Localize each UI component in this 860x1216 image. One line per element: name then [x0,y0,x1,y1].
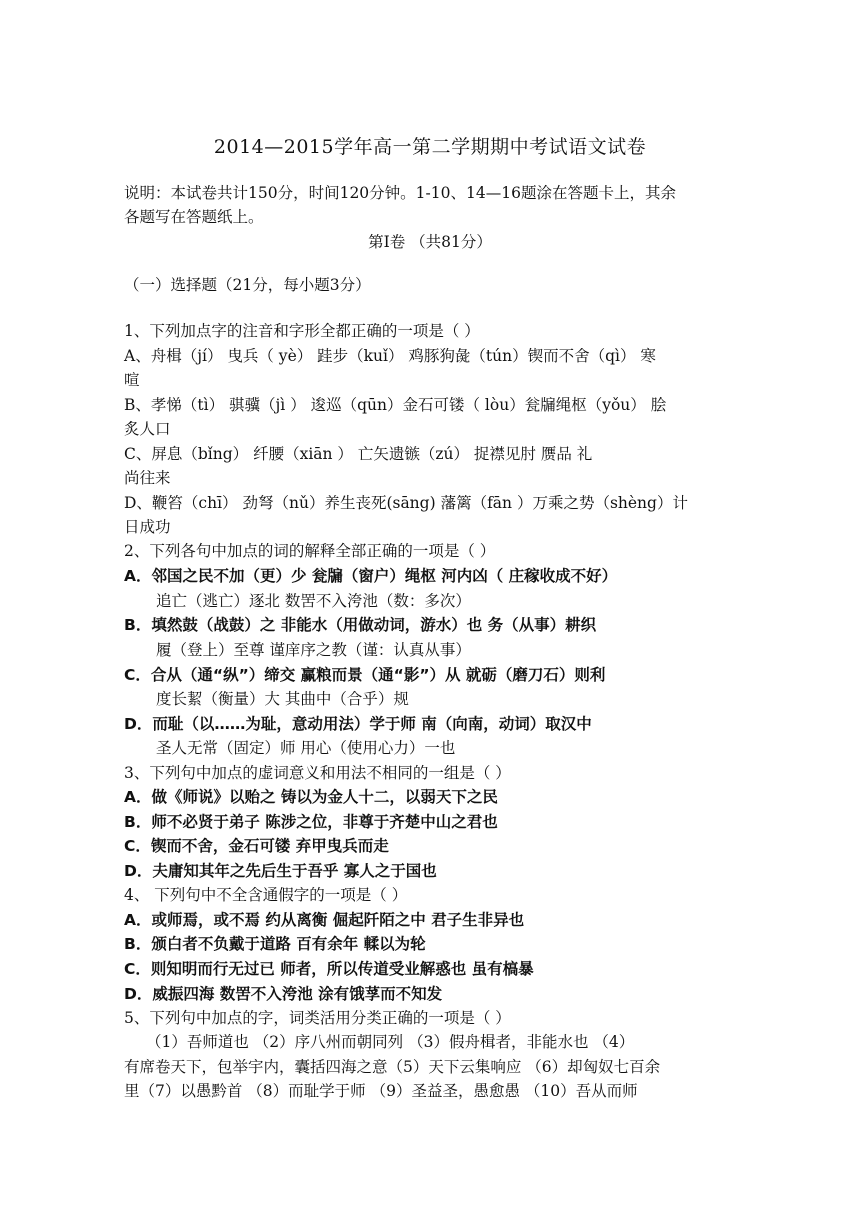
q5-line-3: 里（7）以愚黔首 （8）而耻学于师 （9）圣益圣，愚愈愚 （10）吾从而师 [124,1082,638,1100]
instructions-line-1: 说明：本试卷共计150分，时间120分钟。1-10、14—16题涂在答题卡上，其余 [124,184,676,202]
exam-title: 2014—2015学年高一第二学期期中考试语文试卷 [213,136,647,158]
q4-option-b: B．颁白者不负戴于道路 百有余年 輮以为轮 [124,935,426,953]
q3-stem: 3、下列句中加点的虚词意义和用法不相同的一组是（ ） [124,764,511,782]
q2-option-a-cont: 追亡（逃亡）逐北 数罟不入洿池（数：多次） [156,592,471,610]
q1-option-a-cont: 喧 [124,371,140,389]
q3-option-d: D．夫庸知其年之先后生于吾乎 寡人之于国也 [124,862,437,880]
q2-option-d-cont: 圣人无常（固定）师 用心（使用心力）一也 [156,739,456,757]
q5-line-2: 有席卷天下，包举宇内，囊括四海之意（5）天下云集响应 （6）却匈奴七百余 [124,1058,661,1076]
q4-stem: 4、 下列句中不全含通假字的一项是（ ） [124,886,408,904]
q1-option-b-cont: 炙人口 [124,420,171,438]
q2-stem: 2、下列各句中加点的词的解释全部正确的一项是（ ） [124,542,496,560]
q1-option-d-cont: 日成功 [124,518,171,536]
q1-option-b: B、孝悌（tì） 骐骥（jì ） 逡巡（qūn）金石可镂（ lòu）瓮牖绳枢（yǒu） 脍 [124,396,667,414]
q5-line-1: （1）吾师道也 （2）序八州而朝同列 （3）假舟楫者，非能水也 （4） [146,1033,635,1051]
section-header: （一）选择题（21分，每小题3分） [124,276,371,294]
q4-option-c: C．则知明而行无过已 师者，所以传道受业解惑也 虽有槁暴 [124,960,534,978]
q1-option-c-cont: 尚往来 [124,469,171,487]
q2-option-d: D．而耻（以……为耻，意动用法）学于师 南（向南，动词）取汉中 [124,715,592,733]
q3-option-c: C．锲而不舍，金石可镂 弃甲曳兵而走 [124,837,389,855]
q1-option-c: C、屏息（bǐng） 纤腰（xiān ） 亡矢遗镞（zú） 捉襟见肘 赝品 礼 [124,445,593,463]
q2-option-b-cont: 履（登上）至尊 谨庠序之教（谨：认真从事） [156,641,471,659]
q3-option-a: A．做《师说》以贻之 铸以为金人十二，以弱天下之民 [124,788,498,806]
q4-option-d: D．威振四海 数罟不入洿池 涂有饿莩而不知发 [124,985,443,1003]
q4-option-a: A．或师焉，或不焉 约从离衡 倔起阡陌之中 君子生非异也 [124,911,525,929]
q1-option-d: D、鞭笞（chī） 劲弩（nǔ）养生丧死(sāng) 藩篱（fān ）万乘之势（shèng）计 [124,494,688,512]
q5-stem: 5、下列句中加点的字，词类活用分类正确的一项是（ ） [124,1009,511,1027]
q2-option-c-cont: 度长絜（衡量）大 其曲中（合乎）规 [156,690,409,708]
q1-option-a: A、舟楫（jí） 曳兵（ yè） 跬步（kuǐ） 鸡豚狗彘（tún）锲而不舍（qì） 寒 [124,347,656,365]
q2-option-a: A．邻国之民不加（更）少 瓮牖（窗户）绳枢 河内凶（ 庄稼收成不好） [124,567,618,585]
part-header: 第Ⅰ卷 （共81分） [368,233,492,251]
q2-option-c: C．合从（通“纵”）缔交 赢粮而景（通“影”）从 就砺（磨刀石）则利 [124,666,606,684]
q1-stem: 1、下列加点字的注音和字形全都正确的一项是（ ） [124,322,480,340]
instructions-line-2: 各题写在答题纸上。 [124,208,264,226]
q2-option-b: B．填然鼓（战鼓）之 非能水（用做动词，游水）也 务（从事）耕织 [124,616,597,634]
q3-option-b: B．师不必贤于弟子 陈涉之位，非尊于齐楚中山之君也 [124,813,498,831]
